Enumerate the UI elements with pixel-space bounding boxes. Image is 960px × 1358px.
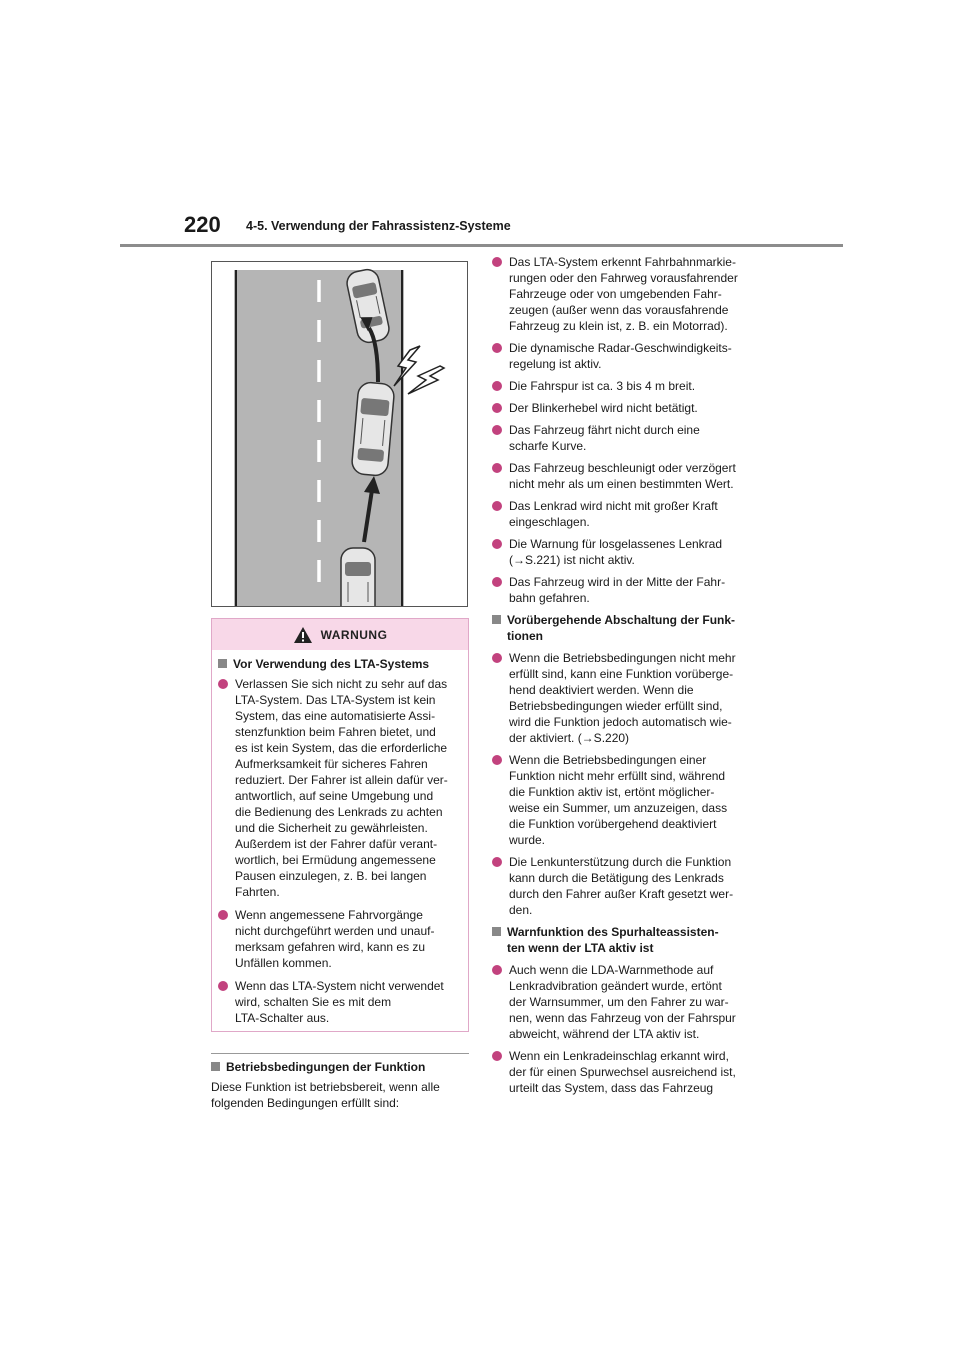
bullet-dot-icon: [492, 463, 502, 473]
bullet-dot-icon: [492, 381, 502, 391]
bullet-dot-icon: [492, 501, 502, 511]
bullet-dot-icon: [492, 653, 502, 663]
car-bottom-icon: [341, 548, 375, 606]
right-column: [492, 254, 754, 1102]
lane-warning-item: Wenn ein Lenkradeinschlag erkannt wird, der für einen Spurwechsel ausreichend ist, urteilt das System, dass das Fahrzeug: [492, 1048, 754, 1096]
condition-item: Die dynamische Radar-Geschwindigkeits- regelung ist aktiv.: [492, 340, 754, 372]
condition-item: Die Fahrspur ist ca. 3 bis 4 m breit.: [492, 378, 754, 394]
bullet-dot-icon: [218, 910, 228, 920]
bullet-dot-icon: [492, 755, 502, 765]
condition-item: Der Blinkerhebel wird nicht betätigt.: [492, 400, 754, 416]
section-divider: [211, 1053, 469, 1054]
bullet-dot-icon: [492, 539, 502, 549]
road-diagram: [212, 262, 467, 606]
warning-item: Wenn angemessene Fahrvorgänge nicht durchgeführt werden und unauf- merksam gefahren wird, kann es zu Unfällen kommen.: [218, 907, 458, 971]
bullet-dot-icon: [218, 981, 228, 991]
bullet-dot-icon: [218, 679, 228, 689]
bullet-dot-icon: [492, 425, 502, 435]
operating-conditions-intro: [211, 1053, 469, 1111]
condition-item: Die Warnung für losgelassenes Lenkrad (→S.221) ist nicht aktiv.: [492, 536, 754, 568]
shutdown-item: Wenn die Betriebsbedingungen nicht mehr erfüllt sind, kann eine Funktion vorüberge- hend deaktiviert werden. Wenn die Betriebsbedingungen wieder erfüllt sind, wird die Funktion jedoch automatisch wie- der aktiviert. (→S.220): [492, 650, 754, 746]
warning-title: WARNUNG: [320, 627, 388, 642]
warning-item: Verlassen Sie sich nicht zu sehr auf das LTA-System. Das LTA-System ist kein System, das eine automatisierte Assi- stenzfunktion beim Fahren bietet, und es ist kein System, das die erforderliche Aufmerksamkeit für sicheres Fahren reduziert. Der Fahrer ist allein dafür ver- antwortlich, auf seine Umgebung und die Bedienung des Lenkrads zu achten und die Sicherheit zu gewährleisten. Außerdem ist der Fahrer dafür verant- wortlich, bei Ermüdung angemessene Pausen einzulegen, z. B. bei langen Fahrten.: [218, 676, 458, 900]
operating-conditions-heading: Betriebsbedingungen der Funktion: [211, 1059, 469, 1075]
condition-item: Das Fahrzeug wird in der Mitte der Fahr- bahn gefahren.: [492, 574, 754, 606]
header-rule: [120, 244, 843, 247]
bullet-dot-icon: [492, 965, 502, 975]
warning-heading: Vor Verwendung des LTA-Systems: [218, 656, 458, 672]
condition-item: Das LTA-System erkennt Fahrbahnmarkie- rungen oder den Fahrweg vorausfahrender Fahrzeuge oder von umgebenden Fahr- zeugen (außer wenn das vorausfahrende Fahrzeug zu klein ist, z. B. ein Motorrad).: [492, 254, 754, 334]
shutdown-item: Die Lenkunterstützung durch die Funktion kann durch die Betätigung des Lenkrads durch den Fahrer außer Kraft gesetzt wer- den.: [492, 854, 754, 918]
lane-assist-illustration: [211, 261, 468, 607]
condition-item: Das Lenkrad wird nicht mit großer Kraft eingeschlagen.: [492, 498, 754, 530]
bullet-dot-icon: [492, 257, 502, 267]
lane-warning-item: Auch wenn die LDA-Warnmethode auf Lenkradvibration geändert wurde, ertönt der Warnsummer, um den Fahrer zu war- nen, wenn das Fahrzeug von der Fahrspur abweicht, während der LTA aktiv ist.: [492, 962, 754, 1042]
bullet-dot-icon: [492, 403, 502, 413]
warning-item: Wenn das LTA-System nicht verwendet wird, schalten Sie es mit dem LTA-Schalter aus.: [218, 978, 458, 1026]
warning-content: [212, 650, 468, 1026]
bullet-dot-icon: [492, 343, 502, 353]
square-bullet-icon: [492, 615, 501, 624]
square-bullet-icon: [211, 1062, 220, 1071]
page-number: 220: [184, 212, 221, 237]
car-middle-icon: [351, 382, 395, 477]
condition-item: Das Fahrzeug fährt nicht durch eine scharfe Kurve.: [492, 422, 754, 454]
lane-warning-heading: Warnfunktion des Spurhalteassisten- ten wenn der LTA aktiv ist: [492, 924, 754, 956]
condition-item: Das Fahrzeug beschleunigt oder verzögert nicht mehr als um einen bestimmten Wert.: [492, 460, 754, 492]
bullet-dot-icon: [492, 577, 502, 587]
shutdown-item: Wenn die Betriebsbedingungen einer Funktion nicht mehr erfüllt sind, während die Funktion aktiv ist, ertönt möglicher- weise ein Summer, um anzuzeigen, dass die Funktion vorübergehend deaktiviert wurde.: [492, 752, 754, 848]
temporary-shutdown-heading: Vorübergehende Abschaltung der Funk- tionen: [492, 612, 754, 644]
warning-header: [212, 619, 468, 650]
bullet-dot-icon: [492, 857, 502, 867]
bullet-dot-icon: [492, 1051, 502, 1061]
operating-conditions-text: Diese Funktion ist betriebsbereit, wenn alle folgenden Bedingungen erfüllt sind:: [211, 1080, 440, 1110]
square-bullet-icon: [218, 659, 227, 668]
section-title: 4-5. Verwendung der Fahrassistenz-Systeme: [246, 219, 511, 233]
warning-triangle-icon: [293, 626, 313, 644]
warning-box: [211, 618, 469, 1032]
square-bullet-icon: [492, 927, 501, 936]
